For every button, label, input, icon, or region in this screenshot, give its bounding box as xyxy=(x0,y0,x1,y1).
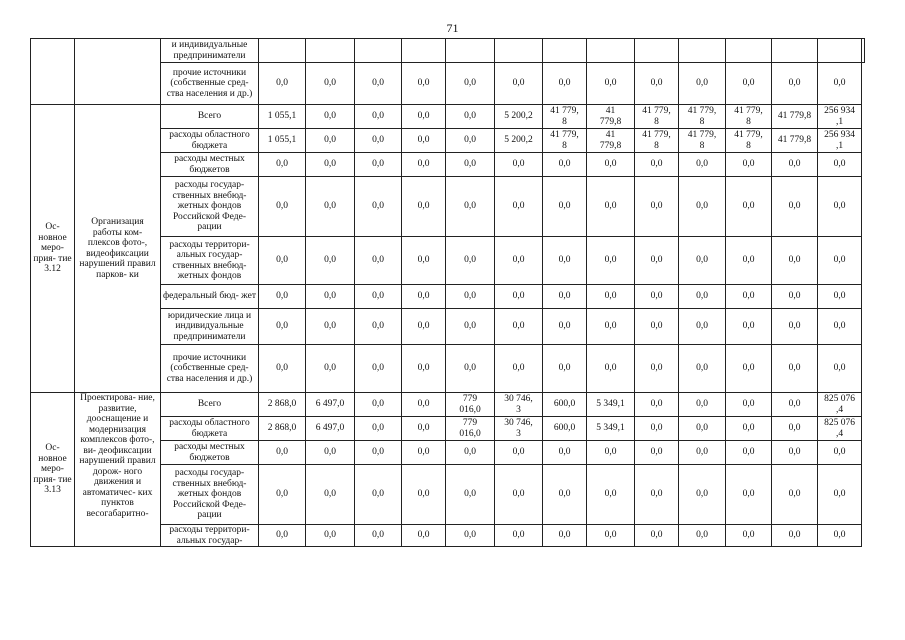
value-cell: 0,0 xyxy=(306,105,355,129)
value-cell: 0,0 xyxy=(446,441,495,465)
activity-number-cell: Ос- новное меро- прия- тие 3.12 xyxy=(31,105,75,393)
value-cell: 0,0 xyxy=(259,345,306,393)
value-cell: 0,0 xyxy=(635,417,679,441)
category-cell: прочие источники (собственные сред- ства населения и др.) xyxy=(161,345,259,393)
value-cell: 0,0 xyxy=(402,129,446,153)
value-cell: 0,0 xyxy=(446,237,495,285)
value-cell: 0,0 xyxy=(495,465,543,525)
value-cell: 0,0 xyxy=(726,285,772,309)
value-cell: 0,0 xyxy=(495,285,543,309)
value-cell xyxy=(446,39,495,63)
value-cell: 0,0 xyxy=(726,417,772,441)
value-cell: 0,0 xyxy=(726,63,772,105)
value-cell: 0,0 xyxy=(543,63,587,105)
value-cell: 0,0 xyxy=(543,237,587,285)
value-cell: 41 779,8 xyxy=(587,105,635,129)
value-cell: 0,0 xyxy=(402,105,446,129)
value-cell: 0,0 xyxy=(818,237,862,285)
value-cell: 0,0 xyxy=(726,525,772,547)
category-cell: и индивидуальные предприниматели xyxy=(161,39,259,63)
value-cell: 1 055,1 xyxy=(259,129,306,153)
value-cell: 0,0 xyxy=(259,153,306,177)
value-cell: 0,0 xyxy=(679,237,726,285)
value-cell: 0,0 xyxy=(446,345,495,393)
value-cell: 0,0 xyxy=(306,465,355,525)
value-cell: 256 934 ,1 xyxy=(818,105,862,129)
value-cell xyxy=(587,39,635,63)
value-cell: 0,0 xyxy=(306,345,355,393)
value-cell: 0,0 xyxy=(355,441,402,465)
value-cell: 0,0 xyxy=(495,153,543,177)
value-cell: 0,0 xyxy=(446,525,495,547)
value-cell: 5 200,2 xyxy=(495,129,543,153)
activity-name-cell: Проектирова- ние, развитие, дооснащение и модернизация комплексов фото-, ви- деофиксации нарушений правил дорож- ного движения и автоматичес- ких пунктов весогабаритно- xyxy=(75,393,161,547)
value-cell: 0,0 xyxy=(679,177,726,237)
value-cell xyxy=(259,39,306,63)
category-cell: расходы областного бюджета xyxy=(161,417,259,441)
category-cell: расходы территори- альных государ- xyxy=(161,525,259,547)
value-cell xyxy=(772,39,818,63)
value-cell: 0,0 xyxy=(726,465,772,525)
value-cell: 0,0 xyxy=(635,177,679,237)
value-cell: 0,0 xyxy=(306,129,355,153)
value-cell: 0,0 xyxy=(772,345,818,393)
value-cell: 0,0 xyxy=(446,285,495,309)
value-cell: 0,0 xyxy=(355,63,402,105)
value-cell: 0,0 xyxy=(446,153,495,177)
value-cell: 0,0 xyxy=(679,63,726,105)
value-cell: 0,0 xyxy=(495,525,543,547)
value-cell: 0,0 xyxy=(495,345,543,393)
value-cell: 0,0 xyxy=(355,525,402,547)
value-cell: 0,0 xyxy=(635,465,679,525)
value-cell: 41 779, 8 xyxy=(635,105,679,129)
value-cell: 0,0 xyxy=(726,177,772,237)
category-cell: расходы территори- альных государ- ственных внебюд- жетных фондов xyxy=(161,237,259,285)
value-cell: 0,0 xyxy=(543,309,587,345)
value-cell: 0,0 xyxy=(772,237,818,285)
value-cell: 0,0 xyxy=(679,417,726,441)
value-cell: 0,0 xyxy=(355,309,402,345)
value-cell: 0,0 xyxy=(679,345,726,393)
value-cell: 0,0 xyxy=(543,153,587,177)
value-cell: 0,0 xyxy=(306,153,355,177)
number-cell-empty xyxy=(31,39,75,105)
value-cell: 0,0 xyxy=(587,525,635,547)
value-cell: 0,0 xyxy=(355,105,402,129)
value-cell: 0,0 xyxy=(726,393,772,417)
value-cell: 41 779, 8 xyxy=(543,129,587,153)
value-cell: 0,0 xyxy=(402,465,446,525)
value-cell: 0,0 xyxy=(587,153,635,177)
value-cell: 30 746, 3 xyxy=(495,393,543,417)
value-cell: 0,0 xyxy=(818,153,862,177)
value-cell: 0,0 xyxy=(726,441,772,465)
value-cell xyxy=(726,39,772,63)
value-cell xyxy=(818,39,862,63)
value-cell: 0,0 xyxy=(402,417,446,441)
value-cell: 2 868,0 xyxy=(259,417,306,441)
value-cell xyxy=(862,39,865,63)
category-cell: расходы государ- ственных внебюд- жетных фондов Российской Феде- рации xyxy=(161,465,259,525)
value-cell: 0,0 xyxy=(306,309,355,345)
category-cell: прочие источники (собственные сред- ства населения и др.) xyxy=(161,63,259,105)
value-cell: 0,0 xyxy=(543,177,587,237)
value-cell: 0,0 xyxy=(306,285,355,309)
value-cell: 0,0 xyxy=(446,465,495,525)
value-cell: 779 016,0 xyxy=(446,417,495,441)
value-cell: 0,0 xyxy=(772,153,818,177)
category-cell: расходы областного бюджета xyxy=(161,129,259,153)
value-cell: 0,0 xyxy=(635,63,679,105)
value-cell: 0,0 xyxy=(259,309,306,345)
value-cell: 0,0 xyxy=(679,525,726,547)
value-cell: 0,0 xyxy=(587,441,635,465)
value-cell: 0,0 xyxy=(726,237,772,285)
value-cell: 779 016,0 xyxy=(446,393,495,417)
value-cell: 0,0 xyxy=(543,345,587,393)
page-number: 71 xyxy=(446,21,459,35)
value-cell: 0,0 xyxy=(355,285,402,309)
value-cell: 0,0 xyxy=(259,441,306,465)
value-cell: 0,0 xyxy=(259,63,306,105)
value-cell: 0,0 xyxy=(635,345,679,393)
value-cell: 0,0 xyxy=(818,525,862,547)
value-cell: 6 497,0 xyxy=(306,417,355,441)
category-cell: юридические лица и индивидуальные предприниматели xyxy=(161,309,259,345)
value-cell: 825 076 ,4 xyxy=(818,393,862,417)
value-cell: 0,0 xyxy=(679,309,726,345)
value-cell xyxy=(679,39,726,63)
value-cell: 0,0 xyxy=(635,153,679,177)
category-cell: Всего xyxy=(161,393,259,417)
value-cell: 0,0 xyxy=(402,285,446,309)
value-cell: 30 746, 3 xyxy=(495,417,543,441)
value-cell: 0,0 xyxy=(402,345,446,393)
value-cell: 0,0 xyxy=(402,153,446,177)
value-cell: 5 349,1 xyxy=(587,417,635,441)
category-cell: федеральный бюд- жет xyxy=(161,285,259,309)
value-cell: 0,0 xyxy=(355,129,402,153)
value-cell: 0,0 xyxy=(679,393,726,417)
value-cell: 0,0 xyxy=(587,237,635,285)
category-cell: расходы местных бюджетов xyxy=(161,441,259,465)
value-cell: 825 076 ,4 xyxy=(818,417,862,441)
value-cell: 0,0 xyxy=(818,63,862,105)
activity-name-cell: Организация работы ком- плексов фото-, видеофиксации нарушений правил парков- ки xyxy=(75,105,161,393)
value-cell: 0,0 xyxy=(587,345,635,393)
value-cell: 0,0 xyxy=(587,285,635,309)
value-cell: 0,0 xyxy=(543,441,587,465)
value-cell: 0,0 xyxy=(355,177,402,237)
value-cell: 5 349,1 xyxy=(587,393,635,417)
value-cell: 0,0 xyxy=(772,393,818,417)
value-cell: 5 200,2 xyxy=(495,105,543,129)
table-row xyxy=(31,105,865,129)
value-cell: 41 779, 8 xyxy=(679,129,726,153)
value-cell: 0,0 xyxy=(446,63,495,105)
value-cell: 0,0 xyxy=(355,393,402,417)
value-cell: 0,0 xyxy=(402,63,446,105)
value-cell: 0,0 xyxy=(543,285,587,309)
value-cell: 0,0 xyxy=(446,129,495,153)
value-cell: 0,0 xyxy=(402,525,446,547)
table-row xyxy=(31,393,865,417)
value-cell: 0,0 xyxy=(259,177,306,237)
value-cell: 0,0 xyxy=(818,465,862,525)
value-cell: 0,0 xyxy=(543,525,587,547)
category-cell: расходы местных бюджетов xyxy=(161,153,259,177)
value-cell: 0,0 xyxy=(772,309,818,345)
value-cell: 0,0 xyxy=(355,417,402,441)
category-cell: Всего xyxy=(161,105,259,129)
value-cell: 0,0 xyxy=(495,441,543,465)
value-cell: 0,0 xyxy=(635,285,679,309)
activity-number-cell: Ос- новное меро- прия- тие 3.13 xyxy=(31,393,75,547)
category-cell: расходы государ- ственных внебюд- жетных фондов Российской Феде- рации xyxy=(161,177,259,237)
value-cell: 0,0 xyxy=(679,441,726,465)
value-cell: 0,0 xyxy=(495,237,543,285)
value-cell xyxy=(355,39,402,63)
value-cell: 41 779,8 xyxy=(772,105,818,129)
value-cell: 0,0 xyxy=(726,153,772,177)
value-cell: 0,0 xyxy=(587,309,635,345)
value-cell: 0,0 xyxy=(679,153,726,177)
value-cell xyxy=(306,39,355,63)
value-cell: 0,0 xyxy=(402,237,446,285)
value-cell: 0,0 xyxy=(259,525,306,547)
value-cell: 0,0 xyxy=(772,285,818,309)
value-cell: 0,0 xyxy=(306,525,355,547)
value-cell: 0,0 xyxy=(259,465,306,525)
value-cell xyxy=(495,39,543,63)
value-cell: 0,0 xyxy=(679,465,726,525)
value-cell: 0,0 xyxy=(306,177,355,237)
name-cell-empty xyxy=(75,39,161,105)
value-cell: 600,0 xyxy=(543,393,587,417)
value-cell: 0,0 xyxy=(818,285,862,309)
value-cell: 0,0 xyxy=(446,309,495,345)
value-cell: 41 779, 8 xyxy=(726,105,772,129)
value-cell: 6 497,0 xyxy=(306,393,355,417)
budget-table xyxy=(30,38,865,547)
value-cell: 0,0 xyxy=(635,309,679,345)
value-cell: 0,0 xyxy=(355,237,402,285)
value-cell: 0,0 xyxy=(402,309,446,345)
value-cell: 0,0 xyxy=(587,63,635,105)
value-cell: 0,0 xyxy=(587,465,635,525)
value-cell: 0,0 xyxy=(355,345,402,393)
value-cell: 0,0 xyxy=(446,177,495,237)
value-cell: 0,0 xyxy=(495,177,543,237)
value-cell: 0,0 xyxy=(402,393,446,417)
value-cell: 0,0 xyxy=(772,63,818,105)
value-cell xyxy=(635,39,679,63)
value-cell: 0,0 xyxy=(772,441,818,465)
value-cell: 41 779,8 xyxy=(587,129,635,153)
value-cell: 256 934 ,1 xyxy=(818,129,862,153)
value-cell: 0,0 xyxy=(772,417,818,441)
value-cell xyxy=(402,39,446,63)
value-cell: 0,0 xyxy=(306,441,355,465)
value-cell: 0,0 xyxy=(818,177,862,237)
value-cell: 0,0 xyxy=(635,237,679,285)
value-cell: 0,0 xyxy=(635,525,679,547)
table-row xyxy=(31,39,865,63)
value-cell: 0,0 xyxy=(679,285,726,309)
value-cell: 0,0 xyxy=(306,237,355,285)
value-cell: 0,0 xyxy=(259,285,306,309)
value-cell: 0,0 xyxy=(446,105,495,129)
value-cell: 41 779, 8 xyxy=(726,129,772,153)
value-cell: 0,0 xyxy=(355,465,402,525)
value-cell: 0,0 xyxy=(587,177,635,237)
value-cell: 0,0 xyxy=(818,345,862,393)
value-cell: 41 779, 8 xyxy=(543,105,587,129)
value-cell: 0,0 xyxy=(726,345,772,393)
value-cell: 41 779, 8 xyxy=(635,129,679,153)
value-cell: 0,0 xyxy=(772,177,818,237)
value-cell: 0,0 xyxy=(772,465,818,525)
value-cell: 0,0 xyxy=(306,63,355,105)
value-cell: 0,0 xyxy=(818,309,862,345)
value-cell: 0,0 xyxy=(772,525,818,547)
value-cell: 0,0 xyxy=(726,309,772,345)
value-cell: 0,0 xyxy=(635,441,679,465)
value-cell: 41 779, 8 xyxy=(679,105,726,129)
value-cell: 2 868,0 xyxy=(259,393,306,417)
value-cell: 0,0 xyxy=(495,309,543,345)
value-cell: 41 779,8 xyxy=(772,129,818,153)
value-cell xyxy=(543,39,587,63)
value-cell: 0,0 xyxy=(259,237,306,285)
value-cell: 0,0 xyxy=(495,63,543,105)
value-cell: 0,0 xyxy=(818,441,862,465)
value-cell: 0,0 xyxy=(402,441,446,465)
value-cell: 600,0 xyxy=(543,417,587,441)
value-cell: 1 055,1 xyxy=(259,105,306,129)
value-cell: 0,0 xyxy=(402,177,446,237)
value-cell: 0,0 xyxy=(355,153,402,177)
value-cell: 0,0 xyxy=(543,465,587,525)
value-cell: 0,0 xyxy=(635,393,679,417)
